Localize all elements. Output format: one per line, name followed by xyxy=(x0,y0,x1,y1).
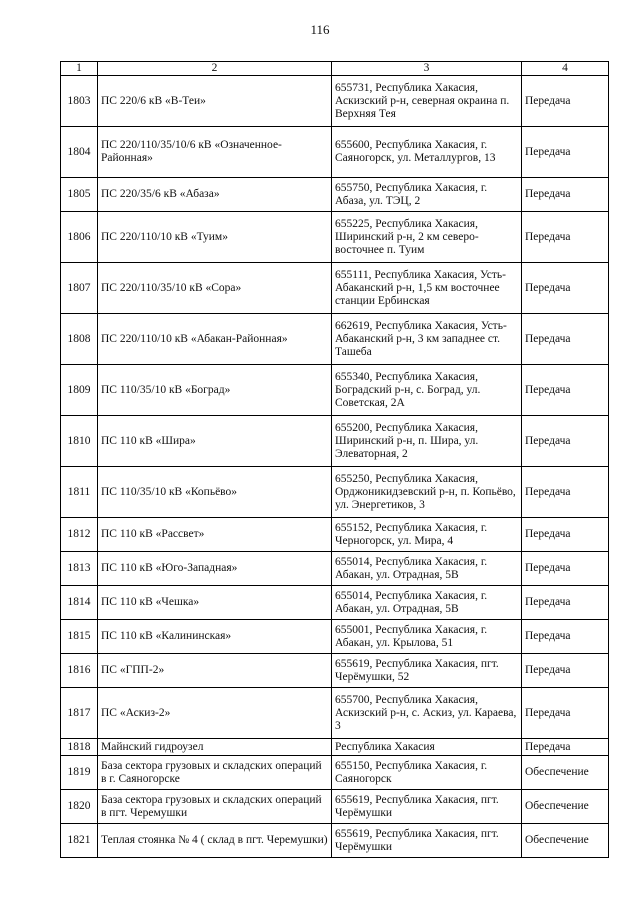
table-row xyxy=(61,127,609,178)
table-row xyxy=(61,620,609,654)
object-name: ПС 220/35/6 кВ «Абаза» xyxy=(98,178,332,212)
object-address: 655619, Республика Хакасия, пгт. Черёмушки, 52 xyxy=(332,654,522,688)
row-number: 1810 xyxy=(61,416,98,467)
activity-type: Передача xyxy=(522,263,609,314)
row-number: 1818 xyxy=(61,739,98,756)
activity-type: Передача xyxy=(522,76,609,127)
object-address: 655225, Республика Хакасия, Ширинский р-н, 2 км северо-восточнее п. Туим xyxy=(332,212,522,263)
object-name: ПС 220/110/35/10/6 кВ «Означенное-Районная» xyxy=(98,127,332,178)
object-address: 655150, Республика Хакасия, г. Саяногорск xyxy=(332,756,522,790)
table-row xyxy=(61,467,609,518)
table-row xyxy=(61,178,609,212)
activity-type: Передача xyxy=(522,688,609,739)
object-name: ПС 110 кВ «Юго-Западная» xyxy=(98,552,332,586)
object-name: ПС «Аскиз-2» xyxy=(98,688,332,739)
object-address: 655619, Республика Хакасия, пгт. Черёмушки xyxy=(332,824,522,858)
row-number: 1803 xyxy=(61,76,98,127)
object-name: ПС 110/35/10 кВ «Боград» xyxy=(98,365,332,416)
header-col-2: 2 xyxy=(98,62,332,76)
object-address: 655250, Республика Хакасия, Орджоникидзевский р-н, п. Копьёво, ул. Энергетиков, 3 xyxy=(332,467,522,518)
activity-type: Передача xyxy=(522,586,609,620)
activity-type: Передача xyxy=(522,212,609,263)
activity-type: Передача xyxy=(522,416,609,467)
object-address: 655014, Республика Хакасия, г. Абакан, ул. Отрадная, 5В xyxy=(332,586,522,620)
row-number: 1821 xyxy=(61,824,98,858)
object-name: ПС 110 кВ «Чешка» xyxy=(98,586,332,620)
object-name: ПС 220/110/10 кВ «Абакан-Районная» xyxy=(98,314,332,365)
object-address: 655152, Республика Хакасия, г. Черногорск, ул. Мира, 4 xyxy=(332,518,522,552)
object-address: 655340, Республика Хакасия, Боградский р-н, с. Боград, ул. Советская, 2А xyxy=(332,365,522,416)
object-address: Республика Хакасия xyxy=(332,739,522,756)
table-body xyxy=(61,76,609,858)
activity-type: Обеспечение xyxy=(522,756,609,790)
table-row xyxy=(61,212,609,263)
activity-type: Передача xyxy=(522,739,609,756)
object-address: 655111, Республика Хакасия, Усть-Абаканский р-н, 1,5 км восточнее станции Ербинская xyxy=(332,263,522,314)
object-name: База сектора грузовых и складских операций в г. Саяногорске xyxy=(98,756,332,790)
activity-type: Передача xyxy=(522,314,609,365)
table-row xyxy=(61,739,609,756)
activity-type: Передача xyxy=(522,518,609,552)
activity-type: Обеспечение xyxy=(522,824,609,858)
row-number: 1814 xyxy=(61,586,98,620)
object-address: 655014, Республика Хакасия, г. Абакан, ул. Отрадная, 5В xyxy=(332,552,522,586)
row-number: 1809 xyxy=(61,365,98,416)
object-name: ПС 110/35/10 кВ «Копьёво» xyxy=(98,467,332,518)
object-name: Майнский гидроузел xyxy=(98,739,332,756)
row-number: 1808 xyxy=(61,314,98,365)
object-name: Теплая стоянка № 4 ( склад в пгт. Черемушки) xyxy=(98,824,332,858)
row-number: 1819 xyxy=(61,756,98,790)
table-row xyxy=(61,416,609,467)
activity-type: Передача xyxy=(522,467,609,518)
activity-type: Передача xyxy=(522,127,609,178)
table-row xyxy=(61,314,609,365)
row-number: 1811 xyxy=(61,467,98,518)
activity-type: Обеспечение xyxy=(522,790,609,824)
row-number: 1806 xyxy=(61,212,98,263)
activity-type: Передача xyxy=(522,620,609,654)
table-row xyxy=(61,365,609,416)
object-name: ПС 220/110/10 кВ «Туим» xyxy=(98,212,332,263)
object-address: 655600, Республика Хакасия, г. Саяногорск, ул. Металлургов, 13 xyxy=(332,127,522,178)
activity-type: Передача xyxy=(522,365,609,416)
row-number: 1817 xyxy=(61,688,98,739)
registry-table xyxy=(60,61,609,858)
row-number: 1807 xyxy=(61,263,98,314)
object-address: 655700, Республика Хакасия, Аскизский р-н, с. Аскиз, ул. Караева, 3 xyxy=(332,688,522,739)
object-address: 655001, Республика Хакасия, г. Абакан, ул. Крылова, 51 xyxy=(332,620,522,654)
object-name: ПС 110 кВ «Шира» xyxy=(98,416,332,467)
table-row xyxy=(61,756,609,790)
object-address: 655200, Республика Хакасия, Ширинский р-н, п. Шира, ул. Элеваторная, 2 xyxy=(332,416,522,467)
object-address: 655731, Республика Хакасия, Аскизский р-н, северная окраина п. Верхняя Тея xyxy=(332,76,522,127)
table-row xyxy=(61,654,609,688)
object-name: ПС 110 кВ «Калининская» xyxy=(98,620,332,654)
object-address: 655619, Республика Хакасия, пгт. Черёмушки xyxy=(332,790,522,824)
table-row xyxy=(61,790,609,824)
table-row xyxy=(61,518,609,552)
header-col-4: 4 xyxy=(522,62,609,76)
table-row xyxy=(61,824,609,858)
activity-type: Передача xyxy=(522,552,609,586)
object-name: ПС 220/110/35/10 кВ «Сора» xyxy=(98,263,332,314)
row-number: 1804 xyxy=(61,127,98,178)
row-number: 1813 xyxy=(61,552,98,586)
header-row xyxy=(61,62,609,76)
row-number: 1815 xyxy=(61,620,98,654)
activity-type: Передача xyxy=(522,178,609,212)
table-row xyxy=(61,552,609,586)
object-address: 655750, Республика Хакасия, г. Абаза, ул. ТЭЦ, 2 xyxy=(332,178,522,212)
row-number: 1820 xyxy=(61,790,98,824)
object-name: База сектора грузовых и складских операций в пгт. Черемушки xyxy=(98,790,332,824)
object-name: ПС 220/6 кВ «В-Теи» xyxy=(98,76,332,127)
header-col-1: 1 xyxy=(61,62,98,76)
object-name: ПС 110 кВ «Рассвет» xyxy=(98,518,332,552)
header-col-3: 3 xyxy=(332,62,522,76)
row-number: 1805 xyxy=(61,178,98,212)
table-row xyxy=(61,586,609,620)
row-number: 1816 xyxy=(61,654,98,688)
object-address: 662619, Республика Хакасия, Усть-Абаканский р-н, 3 км западнее ст. Ташеба xyxy=(332,314,522,365)
table-row xyxy=(61,76,609,127)
activity-type: Передача xyxy=(522,654,609,688)
table-row xyxy=(61,263,609,314)
row-number: 1812 xyxy=(61,518,98,552)
object-name: ПС «ГПП-2» xyxy=(98,654,332,688)
page-number: 116 xyxy=(310,22,330,37)
table-row xyxy=(61,688,609,739)
